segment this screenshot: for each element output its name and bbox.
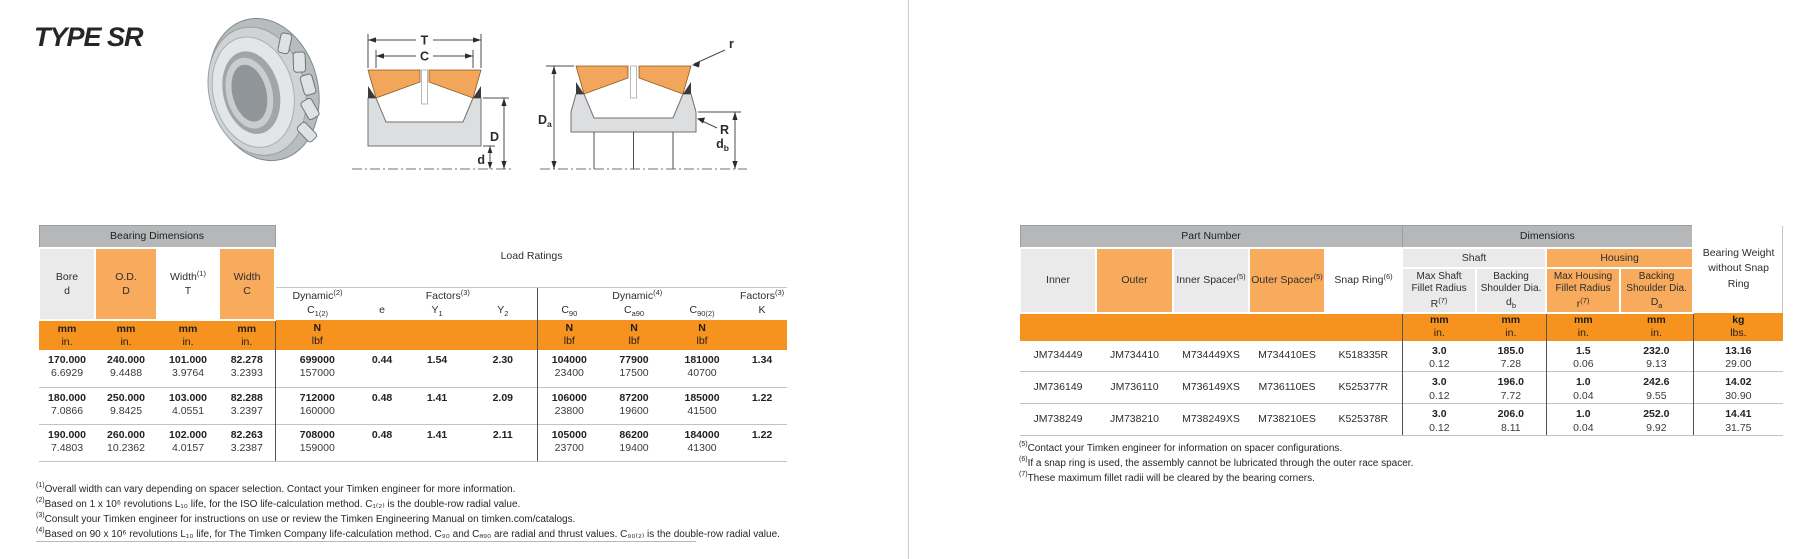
snap-ring-part-number: K525378R [1325,404,1402,436]
unit-n-lbf: N lbf [667,320,737,350]
inner-spacer-part-number: M734449XS [1182,349,1240,362]
e-value: 0.44 [371,354,393,366]
max-shaft-fillet-value: 3.0 0.12 [1402,404,1476,436]
c90-value: 106000 23800 [537,387,601,424]
max-housing-fillet-value: 1.0 0.04 [1546,372,1620,404]
page-bottom-rule [36,541,696,542]
dim-label-R: R [720,123,730,137]
backing-shoulder-db-value: 206.0 8.11 [1476,404,1546,436]
bore-value: 190.000 7.4803 [39,424,95,461]
unit-blank [405,320,469,350]
ca90-value: 77900 17500 [619,354,649,380]
dim-label-D: D [489,130,499,144]
max-shaft-fillet-value: 3.0 0.12 [1402,341,1476,372]
col-header-max-housing-fillet: Max Housing Fillet Radius [1546,268,1620,296]
col-header-bore: Bore d [39,248,95,321]
unit-mm-in: mm in. [1476,313,1546,341]
symbol-y1: $Y_1$ [431,304,443,318]
width-c-value: 82.263 3.2387 [219,424,275,461]
unit-blank [359,320,405,350]
od-value: 240.000 9.4488 [107,354,145,380]
col-header-outer-spacer: Outer Spacer$^{(5)}$ [1249,248,1325,313]
outer-part-number: JM736110 [1096,372,1173,404]
weight-value: 13.16 29.00 [1693,341,1783,372]
symbol-y2: $Y_2$ [497,304,509,318]
unit-blank [1020,313,1402,341]
y2-value: 2.30 [492,354,513,366]
e-value: 0.48 [359,387,405,424]
k-value: 1.22 [737,424,787,461]
width-t-value: 101.000 3.9764 [169,354,207,380]
symbol-e: e [379,304,385,316]
backing-shoulder-da-value: 252.0 9.92 [1620,404,1693,436]
symbol-R: $R^{(7)}$ [1402,296,1476,313]
c1-value: 712000 160000 [275,387,359,424]
bearing-dimensions-load-ratings-table [38,225,787,462]
max-shaft-fillet-value: 3.0 0.12 [1402,372,1476,404]
dim-label-C: C [419,49,430,64]
ca90-value: 87200 19600 [601,387,667,424]
symbol-k: K [758,304,766,316]
outer-spacer-part-number: M734410ES [1258,349,1316,362]
width-c-value: 82.288 3.2397 [219,387,275,424]
sub-header-factors-3-k: Factors$^{(3)}$ [739,288,785,302]
mounting-diagram [536,24,751,182]
unit-n-lbf: N lbf [601,320,667,350]
outer-spacer-part-number: M736110ES [1249,372,1325,404]
k-value: 1.34 [751,354,773,366]
dim-label-r: r [729,37,734,51]
symbol-ca90: $C_{a90}$ [623,304,645,318]
col-header-inner: Inner [1020,248,1096,313]
dim-label-T: T [420,33,429,48]
y1-value: 1.41 [405,424,469,461]
dim-label-d: d [477,153,485,167]
bore-value: 170.000 6.6929 [48,354,86,380]
col-header-bearing-weight: Bearing Weight without Snap Ring [1693,226,1783,313]
group-header-part-number: Part Number [1020,226,1402,248]
bearing-row [39,350,787,387]
bore-value: 180.000 7.0866 [39,387,95,424]
outer-spacer-part-number: M738210ES [1249,404,1325,436]
dim-label-db: $d_b$ [716,137,729,153]
left-footnotes [36,481,780,541]
footnote-6: $^{(6)}$If a snap ring is used, the assembly cannot be lubricated through the outer race spacer. [1019,456,1414,469]
od-value: 250.000 9.8425 [95,387,157,424]
ca90-value: 86200 19400 [601,424,667,461]
col-header-backing-shoulder-db: Backing Shoulder Dia. [1476,268,1546,296]
backing-shoulder-db-value: 185.0 7.28 [1497,344,1524,370]
symbol-c90: $C_{90}$ [537,303,601,320]
footnote-5: $^{(5)}$Contact your Timken engineer for information on spacer configurations. [1019,441,1343,454]
footnote-2: $^{(2)}$Based on 1 x 10⁶ revolutions L₁₀ life, for the ISO life-calculation method. C₁₍₂₎ is the double-row radial value. [36,497,521,510]
unit-mm-in: mm in. [95,320,157,350]
unit-blank [737,320,787,350]
footnote-1: $^{(1)}$Overall width can vary depending on spacer selection. Contact your Timken engineer for more information. [36,482,516,495]
unit-blank [469,320,537,350]
inner-part-number: JM738249 [1020,404,1096,436]
c90-value: 104000 23400 [537,350,601,387]
k-value: 1.22 [737,387,787,424]
c902-value: 185000 41500 [667,387,737,424]
backing-shoulder-da-value: 232.0 9.13 [1643,344,1670,370]
od-value: 260.000 10.2362 [95,424,157,461]
symbol-Da: $D_a$ [1620,296,1693,313]
inner-part-number: JM734449 [1033,349,1083,362]
snap-ring-part-number: K518335R [1338,349,1389,362]
backing-shoulder-da-value: 242.6 9.55 [1620,372,1693,404]
bearing-photo-illustration [190,4,340,176]
symbol-c1: $C_{1(2)}$ [275,303,359,320]
group-header-bearing-dimensions: Bearing Dimensions [39,226,275,248]
part-row [1020,341,1783,372]
footnote-4: $^{(4)}$Based on 90 x 10⁶ revolutions L₁₀ life, for The Timken Company life-calculation method. C₉₀ and Cₐ₉₀ are radial and thrust values. C₉₀₍₂₎ is the double-row radial value. [36,527,780,540]
width-c-value: 82.278 3.2393 [230,354,263,380]
group-header-dimensions: Dimensions [1402,226,1693,248]
c90-value: 105000 23700 [537,424,601,461]
unit-mm-in: mm in. [1620,313,1693,341]
part-row [1020,372,1783,404]
unit-kg-lbs: kg lbs. [1693,313,1783,341]
inner-part-number: JM736149 [1020,372,1096,404]
group-header-housing: Housing [1546,248,1693,268]
snap-ring-part-number: K525377R [1325,372,1402,404]
unit-n-lbf: N lbf [537,320,601,350]
col-header-snap-ring: Snap Ring$^{(6)}$ [1325,248,1402,313]
col-header-width-c: Width C [219,248,275,321]
y1-value: 1.54 [426,354,448,366]
page-title: TYPE SR [34,22,143,52]
c902-value: 181000 40700 [684,354,720,380]
width-t-value: 103.000 4.0551 [157,387,219,424]
c1-value: 699000 157000 [275,350,359,387]
dim-label-Da: $D_a$ [538,113,552,129]
col-header-width-t: Width$^{(1)}$ T [157,248,219,321]
unit-mm-in: mm in. [1402,313,1476,341]
group-header-load-ratings: Load Ratings [275,226,787,288]
outer-part-number: JM738210 [1096,404,1173,436]
bearing-row [39,387,787,424]
y1-value: 1.41 [405,387,469,424]
symbol-db: $d_b$ [1476,296,1546,313]
unit-mm-in: mm in. [157,320,219,350]
col-header-outer: Outer [1096,248,1173,313]
part-row [1020,404,1783,436]
backing-shoulder-db-value: 196.0 7.72 [1476,372,1546,404]
col-header-backing-shoulder-da: Backing Shoulder Dia. [1620,268,1693,296]
col-header-inner-spacer: Inner Spacer$^{(5)}$ [1173,248,1249,313]
col-header-od: O.D. D [95,248,157,321]
symbol-c902: $C_{90(2)}$ [689,304,715,318]
e-value: 0.48 [359,424,405,461]
footnote-3: $^{(3)}$Consult your Timken engineer for instructions on use or review the Timken Engineering Manual on timken.com/catalogs. [36,512,576,525]
width-t-value: 102.000 4.0157 [157,424,219,461]
c902-value: 184000 41300 [667,424,737,461]
max-housing-fillet-value: 1.0 0.04 [1546,404,1620,436]
footnote-7: $^{(7)}$These maximum fillet radii will be cleared by the bearing corners. [1019,471,1315,484]
right-footnotes [1019,440,1413,485]
bearing-row [39,424,787,461]
y2-value: 2.11 [469,424,537,461]
inner-spacer-part-number: M738249XS [1173,404,1249,436]
cross-section-diagram [346,24,516,182]
col-header-max-shaft-fillet: Max Shaft Fillet Radius [1402,268,1476,296]
weight-value: 14.02 30.90 [1693,372,1783,404]
y2-value: 2.09 [469,387,537,424]
weight-value: 14.41 31.75 [1693,404,1783,436]
unit-mm-in: mm in. [219,320,275,350]
unit-n-lbf: N lbf [275,320,359,350]
unit-mm-in: mm in. [39,320,95,350]
outer-part-number: JM734410 [1109,349,1160,362]
unit-mm-in: mm in. [1546,313,1620,341]
c1-value: 708000 159000 [275,424,359,461]
sub-header-dynamic-4: Dynamic$^{(4)}$ [537,288,737,304]
sub-header-dynamic-2: Dynamic$^{(2)}$ [275,288,359,304]
max-housing-fillet-value: 1.5 0.06 [1546,341,1620,372]
part-number-dimensions-table [1019,225,1783,436]
page-divider [908,0,909,559]
inner-spacer-part-number: M736149XS [1173,372,1249,404]
symbol-r: $r^{(7)}$ [1546,296,1620,313]
sub-header-factors-3: Factors$^{(3)}$ [425,288,470,302]
group-header-shaft: Shaft [1402,248,1546,268]
